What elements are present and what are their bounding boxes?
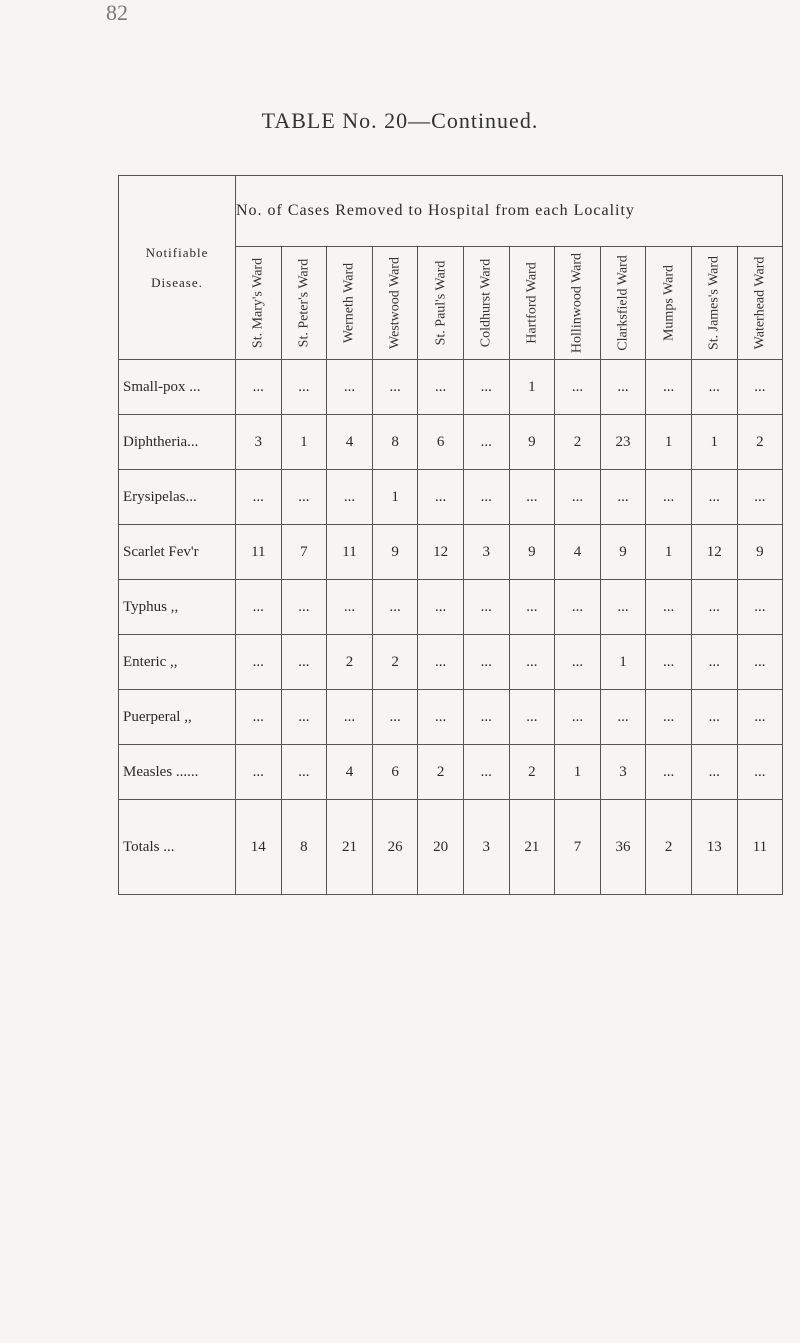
table-body [119,360,783,895]
count-cell: ... [327,470,373,525]
count-cell: 2 [327,635,373,690]
count-cell: 1 [646,415,692,470]
disease-name: Puerperal ,, [119,690,236,745]
ward-header [236,247,282,360]
count-cell: ... [737,470,783,525]
page-number: 82 [106,0,128,25]
count-cell: 6 [418,415,464,470]
count-cell: 9 [600,525,646,580]
count-cell: 8 [372,415,418,470]
count-cell: ... [646,360,692,415]
ward-header [327,247,373,360]
count-cell: 9 [509,415,555,470]
ward-header [737,247,783,360]
count-cell: ... [418,635,464,690]
ward-header [509,247,555,360]
ward-header [600,247,646,360]
count-cell: ... [418,690,464,745]
count-cell: 6 [372,745,418,800]
totals-label: Totals ... [119,800,236,895]
table-title: TABLE No. 20—Continued. [261,108,539,133]
table-row [119,635,783,690]
ward-header-label: Hartford Ward [524,262,540,344]
count-cell: 11 [236,525,282,580]
disease-name: Small-pox ... [119,360,236,415]
count-cell: 9 [737,525,783,580]
count-cell: ... [509,580,555,635]
count-cell: 1 [372,470,418,525]
count-cell: ... [600,690,646,745]
count-cell: ... [236,635,282,690]
count-cell: ... [691,745,737,800]
table-row [119,360,783,415]
count-cell: ... [372,690,418,745]
count-cell: ... [463,580,509,635]
count-cell: ... [236,470,282,525]
total-cell: 20 [418,800,464,895]
count-cell: ... [600,580,646,635]
ward-header-label: Werneth Ward [341,262,357,344]
count-cell: 1 [555,745,601,800]
count-cell: ... [737,635,783,690]
ward-header-label: St. Mary's Ward [250,257,266,349]
count-cell: ... [281,580,327,635]
ward-header-label: Waterhead Ward [752,256,768,350]
ward-header [646,247,692,360]
count-cell: ... [509,635,555,690]
ward-header-label: St. Paul's Ward [433,260,449,346]
count-cell: ... [463,415,509,470]
count-cell: 1 [600,635,646,690]
count-cell: 3 [600,745,646,800]
count-cell: 11 [327,525,373,580]
count-cell: 3 [463,525,509,580]
count-cell: ... [418,580,464,635]
count-cell: 9 [372,525,418,580]
count-cell: 1 [691,415,737,470]
ward-header [418,247,464,360]
disease-name: Measles ...... [119,745,236,800]
count-cell: ... [555,470,601,525]
disease-name: Typhus ,, [119,580,236,635]
count-cell: ... [509,470,555,525]
count-cell: ... [691,360,737,415]
count-cell: ... [236,690,282,745]
disease-name: Diphtheria... [119,415,236,470]
ward-header [691,247,737,360]
count-cell: 12 [418,525,464,580]
count-cell: ... [555,360,601,415]
count-cell: ... [281,470,327,525]
count-cell: ... [646,635,692,690]
total-cell: 3 [463,800,509,895]
ward-header-label: Hollinwood Ward [569,252,585,354]
cases-removed-table [118,175,783,895]
count-cell: ... [281,690,327,745]
ward-header [281,247,327,360]
disease-name: Enteric ,, [119,635,236,690]
total-cell: 14 [236,800,282,895]
total-cell: 36 [600,800,646,895]
total-cell: 26 [372,800,418,895]
count-cell: ... [646,690,692,745]
count-cell: ... [418,360,464,415]
table-row [119,745,783,800]
total-cell: 11 [737,800,783,895]
disease-column-header: Notifiable Disease. [119,176,236,360]
count-cell: ... [327,360,373,415]
ward-header [463,247,509,360]
count-cell: ... [691,690,737,745]
total-cell: 13 [691,800,737,895]
total-cell: 7 [555,800,601,895]
count-cell: ... [691,580,737,635]
ward-header-label: Mumps Ward [661,265,677,342]
table-row [119,580,783,635]
count-cell: ... [418,470,464,525]
count-cell: ... [463,690,509,745]
ward-header [372,247,418,360]
disease-name: Erysipelas... [119,470,236,525]
totals-row [119,800,783,895]
total-cell: 21 [327,800,373,895]
count-cell: 1 [646,525,692,580]
count-cell: ... [509,690,555,745]
count-cell: 1 [509,360,555,415]
locality-group-header: No. of Cases Removed to Hospital from each Locality [236,176,783,247]
count-cell: 3 [236,415,282,470]
count-cell: ... [281,635,327,690]
count-cell: ... [281,745,327,800]
count-cell: ... [691,635,737,690]
ward-header-label: St. Peter's Ward [296,258,312,348]
disease-name: Scarlet Fev'r [119,525,236,580]
count-cell: ... [463,635,509,690]
count-cell: ... [646,745,692,800]
count-cell: ... [236,360,282,415]
count-cell: ... [372,580,418,635]
count-cell: ... [691,470,737,525]
count-cell: ... [463,470,509,525]
count-cell: ... [372,360,418,415]
count-cell: ... [236,745,282,800]
count-cell: ... [555,690,601,745]
table-row [119,525,783,580]
count-cell: ... [737,360,783,415]
count-cell: 2 [509,745,555,800]
count-cell: ... [463,745,509,800]
count-cell: 2 [418,745,464,800]
total-cell: 2 [646,800,692,895]
table-row [119,470,783,525]
count-cell: ... [600,360,646,415]
count-cell: 2 [372,635,418,690]
count-cell: ... [281,360,327,415]
count-cell: ... [327,690,373,745]
count-cell: 12 [691,525,737,580]
ward-header-label: Westwood Ward [387,257,403,349]
count-cell: ... [646,580,692,635]
count-cell: 4 [555,525,601,580]
count-cell: ... [555,635,601,690]
count-cell: ... [463,360,509,415]
ward-header-label: Coldhurst Ward [478,258,494,348]
ward-header-label: Clarksfield Ward [615,255,631,351]
total-cell: 8 [281,800,327,895]
count-cell: ... [236,580,282,635]
count-cell: 9 [509,525,555,580]
count-cell: 23 [600,415,646,470]
count-cell: ... [737,580,783,635]
count-cell: ... [737,690,783,745]
table-row [119,415,783,470]
ward-header [555,247,601,360]
total-cell: 21 [509,800,555,895]
count-cell: ... [555,580,601,635]
count-cell: ... [646,470,692,525]
count-cell: 7 [281,525,327,580]
count-cell: 2 [737,415,783,470]
count-cell: 4 [327,415,373,470]
count-cell: ... [600,470,646,525]
count-cell: 2 [555,415,601,470]
count-cell: ... [327,580,373,635]
ward-header-label: St. James's Ward [706,255,722,351]
count-cell: 4 [327,745,373,800]
count-cell: ... [737,745,783,800]
table-row [119,690,783,745]
count-cell: 1 [281,415,327,470]
